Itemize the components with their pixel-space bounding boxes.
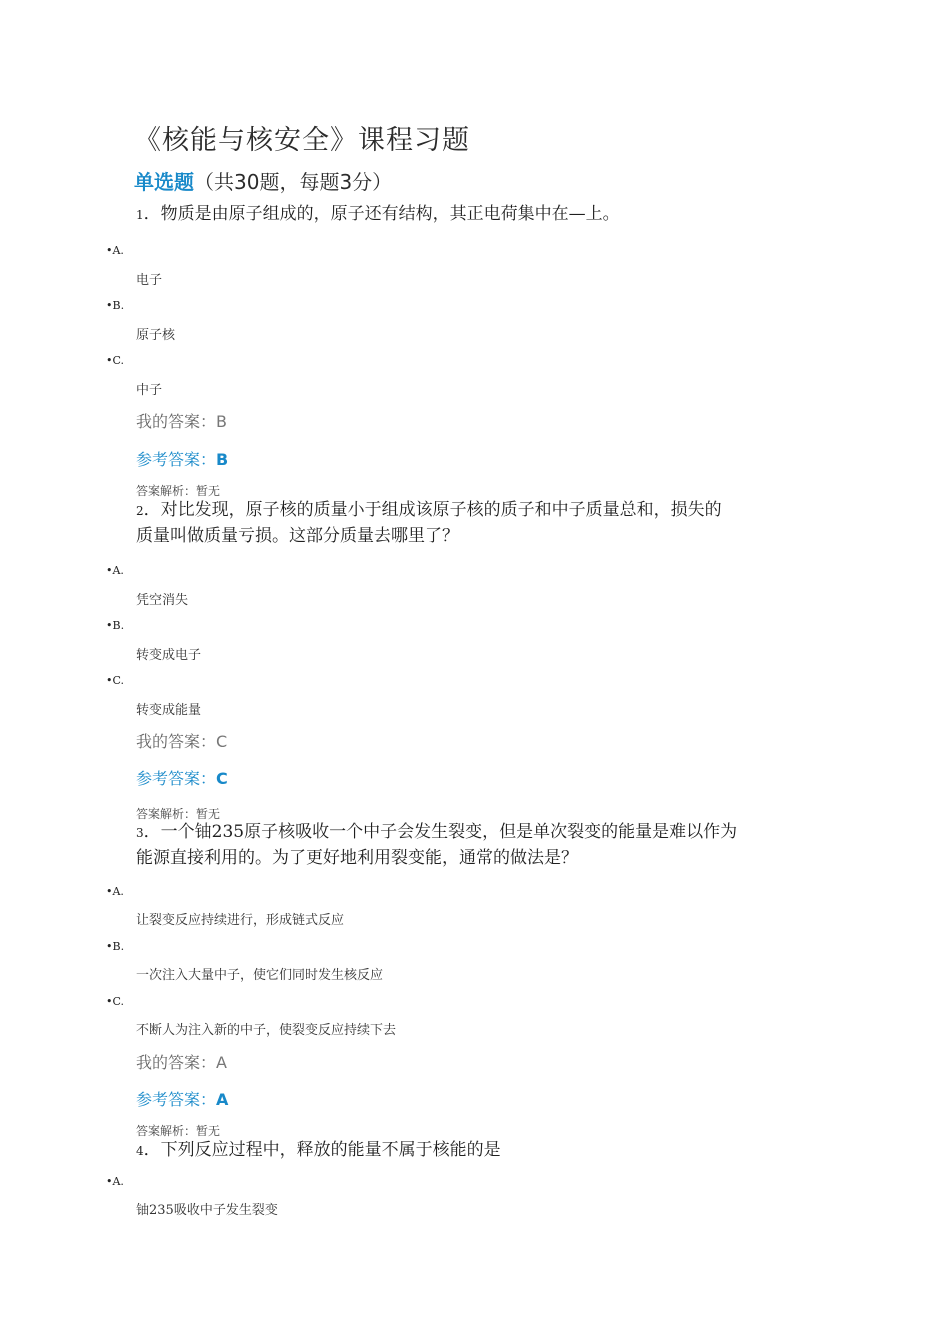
question-line: ．一个铀235原子核吸收一个中子会发生裂变，但是单次裂变的能量是难以作为: [143, 822, 738, 842]
answer-explanation: 答案解析：暂无: [136, 1124, 221, 1138]
option-key: •C.: [106, 995, 125, 1008]
question-1-text: [136, 202, 620, 228]
option-text[interactable]: 电子: [136, 273, 163, 288]
reference-answer: [136, 447, 228, 470]
section-header: [134, 166, 392, 195]
option-text[interactable]: 让裂变反应持续进行，形成链式反应: [136, 913, 345, 928]
page-title: 《核能与核安全》课程习题: [134, 125, 470, 156]
question-number: 2: [136, 504, 144, 518]
option-text[interactable]: 中子: [136, 383, 163, 398]
section-info: （共30题，每题3分）: [194, 170, 393, 194]
reference-answer-value: B: [216, 450, 229, 469]
option-key: •B.: [106, 940, 125, 953]
my-answer: [136, 729, 227, 752]
option-text[interactable]: 转变成能量: [136, 703, 202, 718]
my-answer-label: 我的答案：: [136, 412, 217, 431]
option-key: •C.: [106, 354, 125, 367]
option-key: •A.: [106, 244, 124, 257]
reference-answer-label: 参考答案：: [136, 450, 217, 469]
question-number: 4: [136, 1144, 144, 1158]
question-number: 3: [136, 826, 144, 840]
reference-answer-label: 参考答案：: [136, 769, 217, 788]
question-2-text: [136, 498, 722, 549]
reference-answer-value: A: [216, 1090, 229, 1109]
option-key: •A.: [106, 1175, 124, 1188]
my-answer-value: A: [216, 1053, 227, 1072]
question-line: 能源直接利用的。为了更好地利用裂变能，通常的做法是？: [136, 848, 578, 868]
my-answer-value: C: [216, 732, 228, 751]
question-3-text: [136, 820, 737, 871]
reference-answer: [136, 1087, 228, 1110]
my-answer-value: B: [216, 412, 227, 431]
reference-answer-value: C: [216, 769, 228, 788]
my-answer-label: 我的答案：: [136, 732, 217, 751]
option-key: •B.: [106, 619, 125, 632]
question-line: ．物质是由原子组成的，原子还有结构，其正电荷集中在—上。: [143, 204, 620, 224]
option-key: •A.: [106, 885, 124, 898]
option-text[interactable]: 原子核: [136, 328, 176, 343]
option-text[interactable]: 不断人为注入新的中子，使裂变反应持续下去: [136, 1023, 397, 1038]
answer-explanation: 答案解析：暂无: [136, 807, 221, 821]
option-key: •C.: [106, 674, 125, 687]
my-answer: [136, 409, 227, 432]
my-answer: [136, 1050, 227, 1073]
option-key: •B.: [106, 299, 125, 312]
question-4-text: [136, 1138, 501, 1164]
option-text[interactable]: 铀235吸收中子发生裂变: [136, 1203, 278, 1218]
my-answer-label: 我的答案：: [136, 1053, 217, 1072]
option-text[interactable]: 一次注入大量中子，使它们同时发生核反应: [136, 968, 384, 983]
question-number: 1: [136, 208, 144, 222]
option-text[interactable]: 转变成电子: [136, 648, 202, 663]
question-line: ．下列反应过程中，释放的能量不属于核能的是: [143, 1140, 501, 1160]
option-text[interactable]: 凭空消失: [136, 593, 189, 608]
question-line: ．对比发现，原子核的质量小于组成该原子核的质子和中子质量总和，损失的: [143, 500, 722, 520]
reference-answer-label: 参考答案：: [136, 1090, 217, 1109]
reference-answer: [136, 766, 228, 789]
answer-explanation: 答案解析：暂无: [136, 484, 221, 498]
section-label: 单选题: [134, 170, 194, 194]
question-line: 质量叫做质量亏损。这部分质量去哪里了？: [136, 526, 459, 546]
option-key: •A.: [106, 564, 124, 577]
